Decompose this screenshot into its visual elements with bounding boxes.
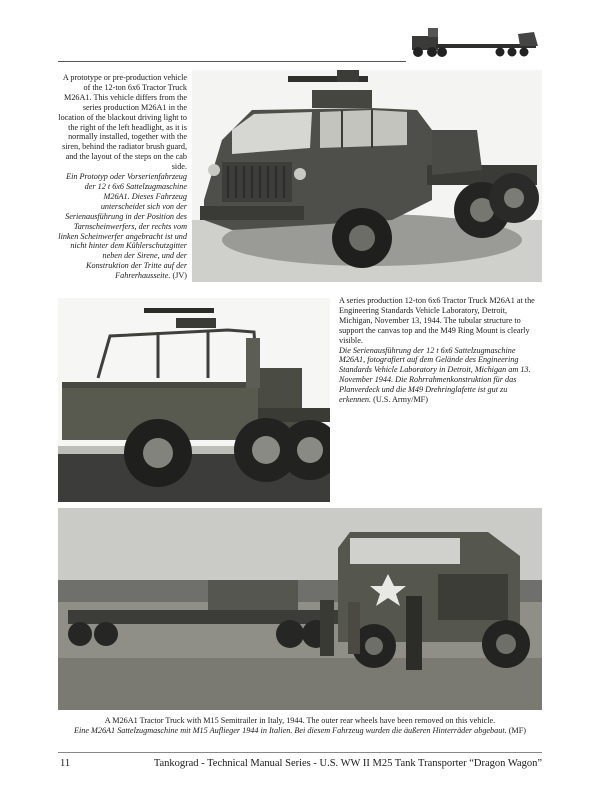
footer-rule <box>58 752 542 753</box>
photo3-caption-english: A M26A1 Tractor Truck with M15 Semitrailer in Italy, 1944. The outer rear wheels have been removed on this vehicle. <box>104 716 496 725</box>
photo2-credit: (U.S. Army/MF) <box>373 395 428 405</box>
photo2-caption-english: A series production 12-ton 6x6 Tractor Truck M26A1 at the Engineering Standards Vehicle Laboratory, Detroit, Michigan, November 13, 1944. The tubular structure to support the canvas top and the M49 Ring Mount is clearly visible. <box>339 296 535 345</box>
header-thumbnail-image <box>408 22 542 60</box>
header-rule <box>58 61 406 62</box>
photo1-prototype-m26a1-image <box>192 70 542 282</box>
photo2-caption <box>339 296 539 405</box>
photo3-caption <box>60 716 540 736</box>
page-number: 11 <box>60 758 71 769</box>
photo1-caption-english: A prototype or pre-production vehicle of the 12-ton 6x6 Tractor Truck M26A1. This vehicle differs from the series production M26A1 in the location of the blackout driving light to the right of the left headlight, as it is normally installed, together with the siren, behind the radiator brush guard, and the layout of the steps on the cab side. <box>58 73 187 172</box>
running-footer-title: Tankograd - Technical Manual Series - U.S. WW II M25 Tank Transporter “Dragon Wagon” <box>153 758 542 769</box>
photo1-caption <box>58 73 187 281</box>
photo1-caption-german: Ein Prototyp oder Vorserienfahrzeug der 12 t 6x6 Sattelzugmaschine M26A1. Dieses Fahrzeug unterscheidet sich von der Serienausführung in der Position des Tarnscheinwerfers, der rechts vom linken Scheinwerfer angebracht ist und nicht hinter dem Kühlerschutzgitter neben der Sirene, und der Konstruktion der Tritte auf der Fahrerhausseite. <box>58 172 187 281</box>
photo3-credit: (MF) <box>508 725 526 735</box>
photo3-caption-german: Eine M26A1 Sattelzugmaschine mit M15 Auflieger 1944 in Italien. Bei diesem Fahrzeug wurden die äußeren Hinterräder abgebaut. <box>74 725 507 735</box>
photo2-caption-german: Die Serienausführung der 12 t 6x6 Sattelzugmaschine M26A1, fotografiert auf dem Gelände des Engineering Standards Vehicle Laboratory in Detroit, Michigan am 13. November 1944. Die Rohrrahmenkonstruktion für das Planverdeck und die M49 Drehringlafette ist gut zu erkennen. <box>339 345 531 405</box>
photo1-credit: (JV) <box>172 271 187 281</box>
photo2-series-m26a1-image <box>58 298 330 502</box>
photo3-m26a1-m15-italy-image <box>58 508 542 710</box>
